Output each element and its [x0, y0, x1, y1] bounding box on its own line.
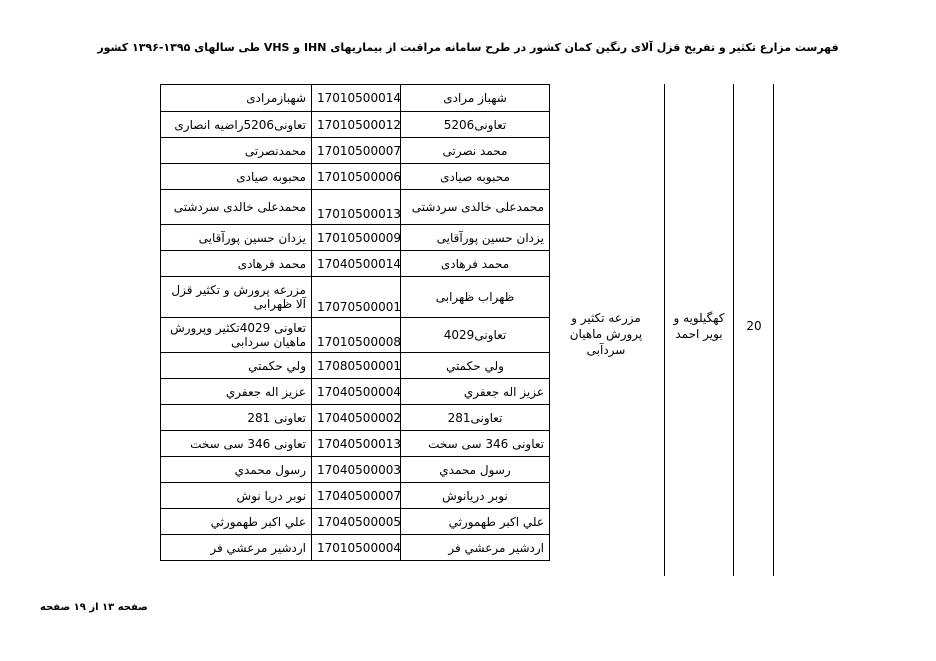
unit-name-cell: محبوبه صیادی [161, 164, 312, 190]
owner-name-cell: محمد فرهادی [401, 251, 550, 277]
table-row [161, 164, 550, 190]
table-row [161, 379, 550, 405]
unit-name-cell: نوبر دريا نوش [161, 483, 312, 509]
farm-code-cell: 17040500005 [312, 509, 401, 535]
column-divider [773, 84, 774, 576]
owner-name-cell: تعاونی 346 سی سخت [401, 431, 550, 457]
table-row [161, 251, 550, 277]
page-footer: صفحه ۱۳ از ۱۹ صفحه [40, 602, 148, 613]
table-row [161, 483, 550, 509]
owner-name-cell: نوبر دريانوش [401, 483, 550, 509]
farm-code-cell: 17010500007 [312, 138, 401, 164]
farm-code-cell: 17010500013 [312, 190, 401, 225]
farm-code-cell: 17080500001 [312, 353, 401, 379]
farm-code-cell: 17070500001 [312, 277, 401, 318]
unit-name-cell: علي اكبر طهمورثي [161, 509, 312, 535]
farm-code-cell: 17010500008 [312, 318, 401, 353]
unit-name-cell: عزيز اله جعفري [161, 379, 312, 405]
owner-name-cell: تعاونی5206 [401, 112, 550, 138]
farm-code-cell: 17010500006 [312, 164, 401, 190]
column-divider [664, 84, 665, 576]
unit-name-cell: محمدعلی خالدی سردشتی [161, 190, 312, 225]
farm-code-cell: 17040500014 [312, 251, 401, 277]
unit-name-cell: شهبازمرادی [161, 85, 312, 112]
farm-code-cell: 17010500014 [312, 85, 401, 112]
table-row [161, 277, 550, 318]
table-row [161, 535, 550, 561]
unit-name-cell: تعاونی 281 [161, 405, 312, 431]
table-row [161, 457, 550, 483]
owner-name-cell: عزيز اله جعفري [401, 379, 550, 405]
farms-table [160, 84, 550, 561]
unit-name-cell: تعاونی5206راضیه انصاری [161, 112, 312, 138]
unit-name-cell: مزرعه پرورش و تکثیر قزل آلا ظهرابی [161, 277, 312, 318]
unit-name-cell: یزدان حسین پورآقایی [161, 225, 312, 251]
unit-name-cell: محمدنصرتی [161, 138, 312, 164]
unit-name-cell: تعاونی 346 سی سخت [161, 431, 312, 457]
owner-name-cell: ظهراب ظهرابی [401, 277, 550, 318]
unit-name-cell: تعاونی 4029تکثیر وپرورش ماهیان سردابی [161, 318, 312, 353]
table-row [161, 190, 550, 225]
owner-name-cell: رسول محمدي [401, 457, 550, 483]
table-row [161, 138, 550, 164]
owner-name-cell: علي اكبر طهمورثي [401, 509, 550, 535]
table-row [161, 85, 550, 112]
farm-code-cell: 17010500004 [312, 535, 401, 561]
row-number-cell: 20 [746, 319, 762, 333]
owner-name-cell: محبوبه صیادی [401, 164, 550, 190]
page-title: فهرست مزارع تکثیر و تفریخ قزل آلای رنگین کمان کشور در طرح سامانه مراقبت از بیماریهای IHN و VHS طی سالهای ۱۳۹۵-۱۳۹۶ کشور [97, 41, 839, 54]
farm-code-cell: 17040500013 [312, 431, 401, 457]
owner-name-cell: یزدان حسین پورآقایی [401, 225, 550, 251]
owner-name-cell: ولي حكمتي [401, 353, 550, 379]
farm-code-cell: 17010500012 [312, 112, 401, 138]
owner-name-cell: شهباز مرادی [401, 85, 550, 112]
owner-name-cell: تعاونی4029 [401, 318, 550, 353]
province-cell: کهگیلویه و بویر احمد [673, 311, 725, 341]
farm-code-cell: 17010500009 [312, 225, 401, 251]
unit-name-cell: ولي حكمتي [161, 353, 312, 379]
column-divider [733, 84, 734, 576]
table-row [161, 318, 550, 353]
unit-name-cell: رسول محمدي [161, 457, 312, 483]
unit-name-cell: محمد فرهادی [161, 251, 312, 277]
owner-name-cell: تعاونی281 [401, 405, 550, 431]
table-row [161, 509, 550, 535]
owner-name-cell: اردشير مرعشي فر [401, 535, 550, 561]
table-row [161, 353, 550, 379]
farm-type-cell: مزرعه تکثیر و پرورش ماهیان سردآبی [569, 311, 643, 357]
owner-name-cell: محمد نصرتی [401, 138, 550, 164]
table-row [161, 112, 550, 138]
farm-code-cell: 17040500007 [312, 483, 401, 509]
farm-code-cell: 17040500004 [312, 379, 401, 405]
table-row [161, 405, 550, 431]
table-row [161, 431, 550, 457]
farm-code-cell: 17040500002 [312, 405, 401, 431]
unit-name-cell: اردشير مرعشي فر [161, 535, 312, 561]
owner-name-cell: محمدعلی خالدی سردشتی [401, 190, 550, 225]
table-row [161, 225, 550, 251]
farm-code-cell: 17040500003 [312, 457, 401, 483]
